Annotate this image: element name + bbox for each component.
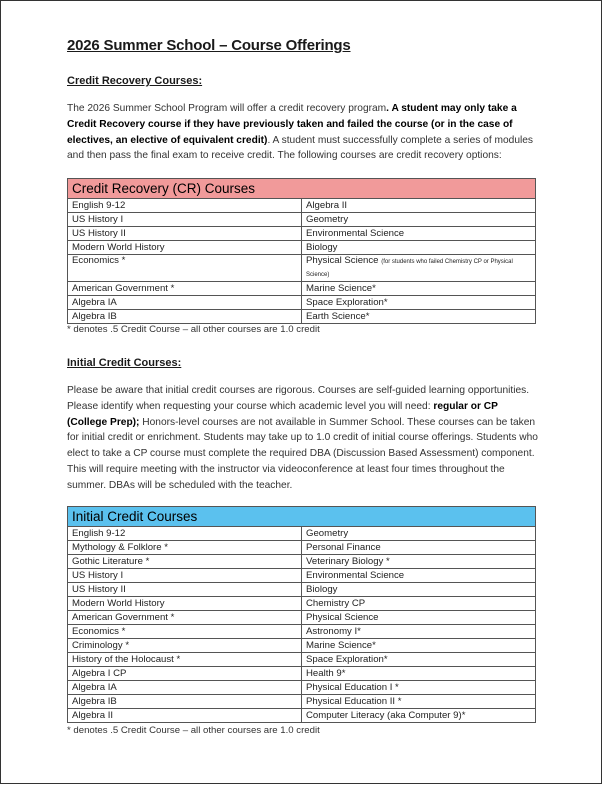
physical-science-note: (for students who failed Chemistry CP or Physical Science) bbox=[306, 259, 513, 278]
table-cell: Algebra II bbox=[68, 709, 302, 723]
table-row bbox=[68, 695, 536, 709]
table-row bbox=[68, 255, 536, 282]
initial-credit-heading: Initial Credit Courses: bbox=[67, 357, 182, 369]
table-cell: US History I bbox=[68, 213, 302, 227]
table-cell: Biology bbox=[302, 583, 536, 597]
table-row bbox=[68, 583, 536, 597]
table-row bbox=[68, 625, 536, 639]
table-row bbox=[68, 296, 536, 310]
table-cell: Physical Education II * bbox=[302, 695, 536, 709]
initial-credit-paragraph bbox=[67, 383, 539, 494]
initial-credit-footnote: * denotes .5 Credit Course – all other courses are 1.0 credit bbox=[67, 725, 320, 736]
initial-credit-para-text-1: Please be aware that initial credit courses are rigorous. Courses are self-guided learning opportunities. Please identify when requesting your course which academic level you will need: bbox=[67, 385, 530, 412]
table-row bbox=[68, 611, 536, 625]
table-cell: Space Exploration* bbox=[302, 653, 536, 667]
table-row bbox=[68, 199, 536, 213]
credit-recovery-table bbox=[67, 178, 536, 324]
table-cell: Earth Science* bbox=[302, 310, 536, 324]
table-cell: Biology bbox=[302, 241, 536, 255]
table-cell: Space Exploration* bbox=[302, 296, 536, 310]
table-row bbox=[68, 227, 536, 241]
table-cell: Algebra IA bbox=[68, 681, 302, 695]
table-cell: US History I bbox=[68, 569, 302, 583]
table-cell: Environmental Science bbox=[302, 227, 536, 241]
table-cell: Algebra IB bbox=[68, 310, 302, 324]
table-cell: Geometry bbox=[302, 527, 536, 541]
table-row bbox=[68, 241, 536, 255]
table-row bbox=[68, 597, 536, 611]
table-cell: Chemistry CP bbox=[302, 597, 536, 611]
credit-recovery-footnote: * denotes .5 Credit Course – all other courses are 1.0 credit bbox=[67, 324, 320, 335]
table-cell: American Government * bbox=[68, 611, 302, 625]
table-cell: Environmental Science bbox=[302, 569, 536, 583]
table-cell: English 9-12 bbox=[68, 199, 302, 213]
table-cell: Algebra II bbox=[302, 199, 536, 213]
table-cell: Marine Science* bbox=[302, 639, 536, 653]
table-row bbox=[68, 213, 536, 227]
physical-science-label: Physical Science bbox=[306, 255, 379, 266]
table-cell: Algebra IB bbox=[68, 695, 302, 709]
credit-recovery-para-text-1: The 2026 Summer School Program will offer a credit recovery program bbox=[67, 103, 387, 114]
page-title: 2026 Summer School – Course Offerings bbox=[67, 37, 351, 54]
table-cell: Mythology & Folklore * bbox=[68, 541, 302, 555]
table-cell: Marine Science* bbox=[302, 282, 536, 296]
table-row bbox=[68, 282, 536, 296]
table-cell: Criminology * bbox=[68, 639, 302, 653]
table-cell: Geometry bbox=[302, 213, 536, 227]
table-row bbox=[68, 639, 536, 653]
initial-credit-para-bold: regular or CP (College Prep); bbox=[67, 400, 498, 428]
credit-recovery-para-bold: . A student may only take a Credit Recovery course if they have previously taken and failed the course (or in the case of electives, an elective of equivalent credit) bbox=[67, 103, 517, 146]
table-cell: Gothic Literature * bbox=[68, 555, 302, 569]
table-cell: Veterinary Biology * bbox=[302, 555, 536, 569]
table-cell: Modern World History bbox=[68, 241, 302, 255]
table-row bbox=[68, 555, 536, 569]
table-row bbox=[68, 310, 536, 324]
initial-credit-table bbox=[67, 506, 536, 723]
table-row bbox=[68, 541, 536, 555]
table-cell: Economics * bbox=[68, 625, 302, 639]
table-cell: English 9-12 bbox=[68, 527, 302, 541]
table-cell: Modern World History bbox=[68, 597, 302, 611]
credit-recovery-table-title: Credit Recovery (CR) Courses bbox=[68, 179, 536, 199]
table-cell: Economics * bbox=[68, 255, 302, 282]
credit-recovery-heading: Credit Recovery Courses: bbox=[67, 75, 203, 87]
table-cell: Algebra I CP bbox=[68, 667, 302, 681]
table-cell: US History II bbox=[68, 227, 302, 241]
credit-recovery-para-text-2: . A student must successfully complete a series of modules and then pass the final exam to receive credit. The following courses are credit recovery options: bbox=[67, 134, 534, 162]
table-row bbox=[68, 653, 536, 667]
table-row bbox=[68, 681, 536, 695]
table-cell: Algebra IA bbox=[68, 296, 302, 310]
table-row bbox=[68, 569, 536, 583]
table-cell: Personal Finance bbox=[302, 541, 536, 555]
credit-recovery-paragraph bbox=[67, 101, 539, 164]
table-cell: Health 9* bbox=[302, 667, 536, 681]
table-cell: History of the Holocaust * bbox=[68, 653, 302, 667]
table-row bbox=[68, 527, 536, 541]
table-cell: US History II bbox=[68, 583, 302, 597]
table-cell: Physical Science bbox=[302, 611, 536, 625]
table-cell bbox=[302, 255, 536, 282]
table-row bbox=[68, 709, 536, 723]
table-row bbox=[68, 667, 536, 681]
table-cell: Computer Literacy (aka Computer 9)* bbox=[302, 709, 536, 723]
table-cell: Physical Education I * bbox=[302, 681, 536, 695]
table-cell: Astronomy I* bbox=[302, 625, 536, 639]
initial-credit-para-text-2: Honors-level courses are not available in Summer School. These courses can be taken for initial credit or enrichment. Students may take up to 1.0 credit of initial course offerings. Students who elect to take a CP course must complete the required DBA (Discussion Based Assessment) component. This will require meeting with the instructor via videoconference at least four times throughout the summer. DBAs will be scheduled with the teacher. bbox=[67, 416, 538, 491]
initial-credit-table-title: Initial Credit Courses bbox=[68, 507, 536, 527]
table-cell: American Government * bbox=[68, 282, 302, 296]
